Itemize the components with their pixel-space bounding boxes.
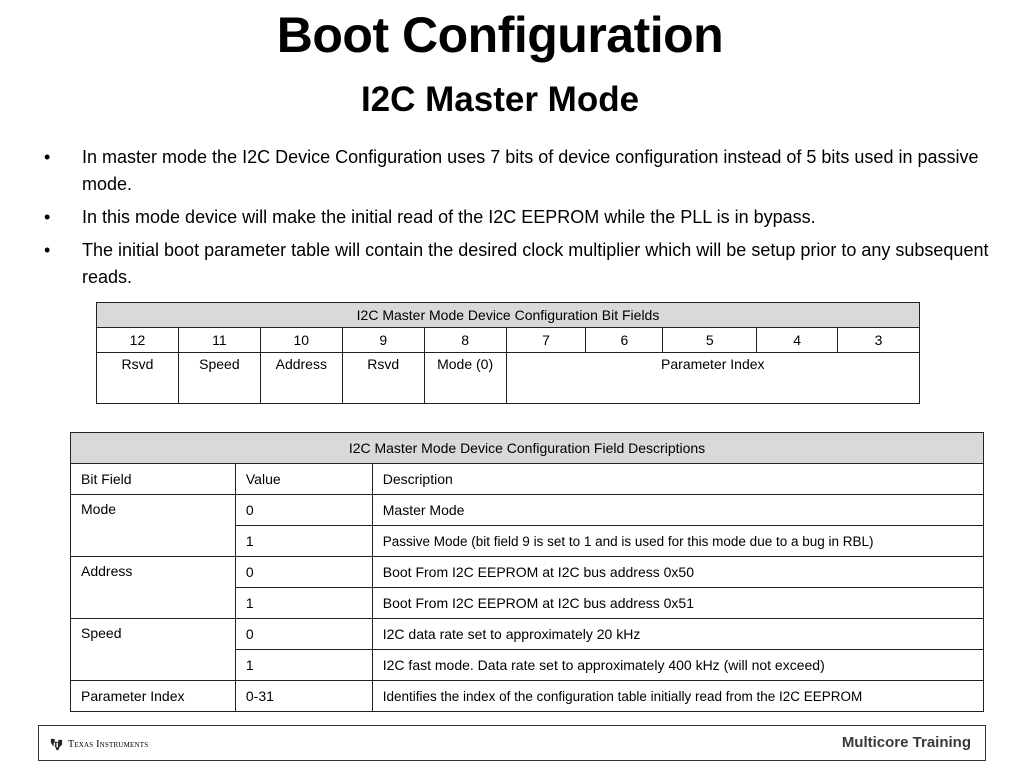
- description-cell: Boot From I2C EEPROM at I2C bus address 0x51: [372, 588, 983, 619]
- bit-number-cell: 5: [663, 328, 757, 353]
- description-cell: Boot From I2C EEPROM at I2C bus address 0x50: [372, 557, 983, 588]
- slide-footer: [38, 725, 986, 761]
- bit-number-cell: 10: [260, 328, 342, 353]
- description-cell: Identifies the index of the configuration table initially read from the I2C EEPROM: [372, 681, 983, 712]
- table-row: [71, 495, 984, 526]
- bullet-text: In this mode device will make the initial read of the I2C EEPROM while the PLL is in bypass.: [82, 207, 816, 227]
- description-cell: I2C fast mode. Data rate set to approximately 400 kHz (will not exceed): [372, 650, 983, 681]
- bullet-text: In master mode the I2C Device Configuration uses 7 bits of device configuration instead of 5 bits used in passive mode.: [82, 147, 979, 194]
- table-title-row: [71, 433, 984, 464]
- bit-field-cell: Parameter Index: [506, 353, 919, 404]
- table-title: I2C Master Mode Device Configuration Bit Fields: [97, 303, 920, 328]
- slide-subtitle: I2C Master Mode: [360, 80, 640, 119]
- description-cell: I2C data rate set to approximately 20 kHz: [372, 619, 983, 650]
- value-cell: 0-31: [235, 681, 372, 712]
- bullet-list: [44, 144, 994, 297]
- bit-field-name: Address: [71, 557, 236, 619]
- value-cell: 1: [235, 588, 372, 619]
- bit-number-cell: 8: [424, 328, 506, 353]
- table-row: [71, 557, 984, 588]
- bit-field-row: [97, 353, 920, 404]
- bit-field-name: Mode: [71, 495, 236, 557]
- value-cell: 1: [235, 650, 372, 681]
- bit-number-cell: 12: [97, 328, 179, 353]
- description-cell: Passive Mode (bit field 9 is set to 1 and is used for this mode due to a bug in RBL): [372, 526, 983, 557]
- bit-number-cell: 11: [178, 328, 260, 353]
- bullet-item: [44, 237, 994, 291]
- column-header: Value: [235, 464, 372, 495]
- table-row: [71, 619, 984, 650]
- value-cell: 0: [235, 557, 372, 588]
- bit-number-cell: 7: [506, 328, 586, 353]
- bullet-item: [44, 144, 994, 198]
- column-header-row: [71, 464, 984, 495]
- texas-instruments-logo: [49, 735, 148, 753]
- column-header: Bit Field: [71, 464, 236, 495]
- bullet-marker: •: [44, 240, 51, 260]
- bullet-item: [44, 204, 994, 231]
- texas-instruments-wordmark: Texas Instruments: [68, 738, 149, 750]
- value-cell: 1: [235, 526, 372, 557]
- bit-field-name: Parameter Index: [71, 681, 236, 712]
- footer-training-label: Multicore Training: [841, 734, 971, 751]
- bit-field-cell: Rsvd: [97, 353, 179, 404]
- bit-field-name: Speed: [71, 619, 236, 681]
- bit-number-cell: 9: [342, 328, 424, 353]
- bit-number-cell: 6: [586, 328, 663, 353]
- bit-number-row: [97, 328, 920, 353]
- bit-field-cell: Mode (0): [424, 353, 506, 404]
- table-row: [71, 681, 984, 712]
- table-title-row: [97, 303, 920, 328]
- bit-fields-table: [96, 302, 920, 404]
- description-cell: Master Mode: [372, 495, 983, 526]
- bit-number-cell: 3: [838, 328, 920, 353]
- bullet-marker: •: [44, 207, 51, 227]
- bit-number-cell: 4: [757, 328, 838, 353]
- bullet-text: The initial boot parameter table will contain the desired clock multiplier which will be setup prior to any subsequent reads.: [82, 240, 989, 287]
- bit-field-cell: Address: [260, 353, 342, 404]
- slide-title: Boot Configuration: [276, 7, 724, 63]
- value-cell: 0: [235, 619, 372, 650]
- table-title: I2C Master Mode Device Configuration Field Descriptions: [71, 433, 984, 464]
- field-descriptions-table: [70, 432, 984, 712]
- bit-field-cell: Rsvd: [342, 353, 424, 404]
- bit-field-cell: Speed: [178, 353, 260, 404]
- column-header: Description: [372, 464, 983, 495]
- texas-instruments-logo-icon: [49, 737, 64, 752]
- bullet-marker: •: [44, 147, 51, 167]
- value-cell: 0: [235, 495, 372, 526]
